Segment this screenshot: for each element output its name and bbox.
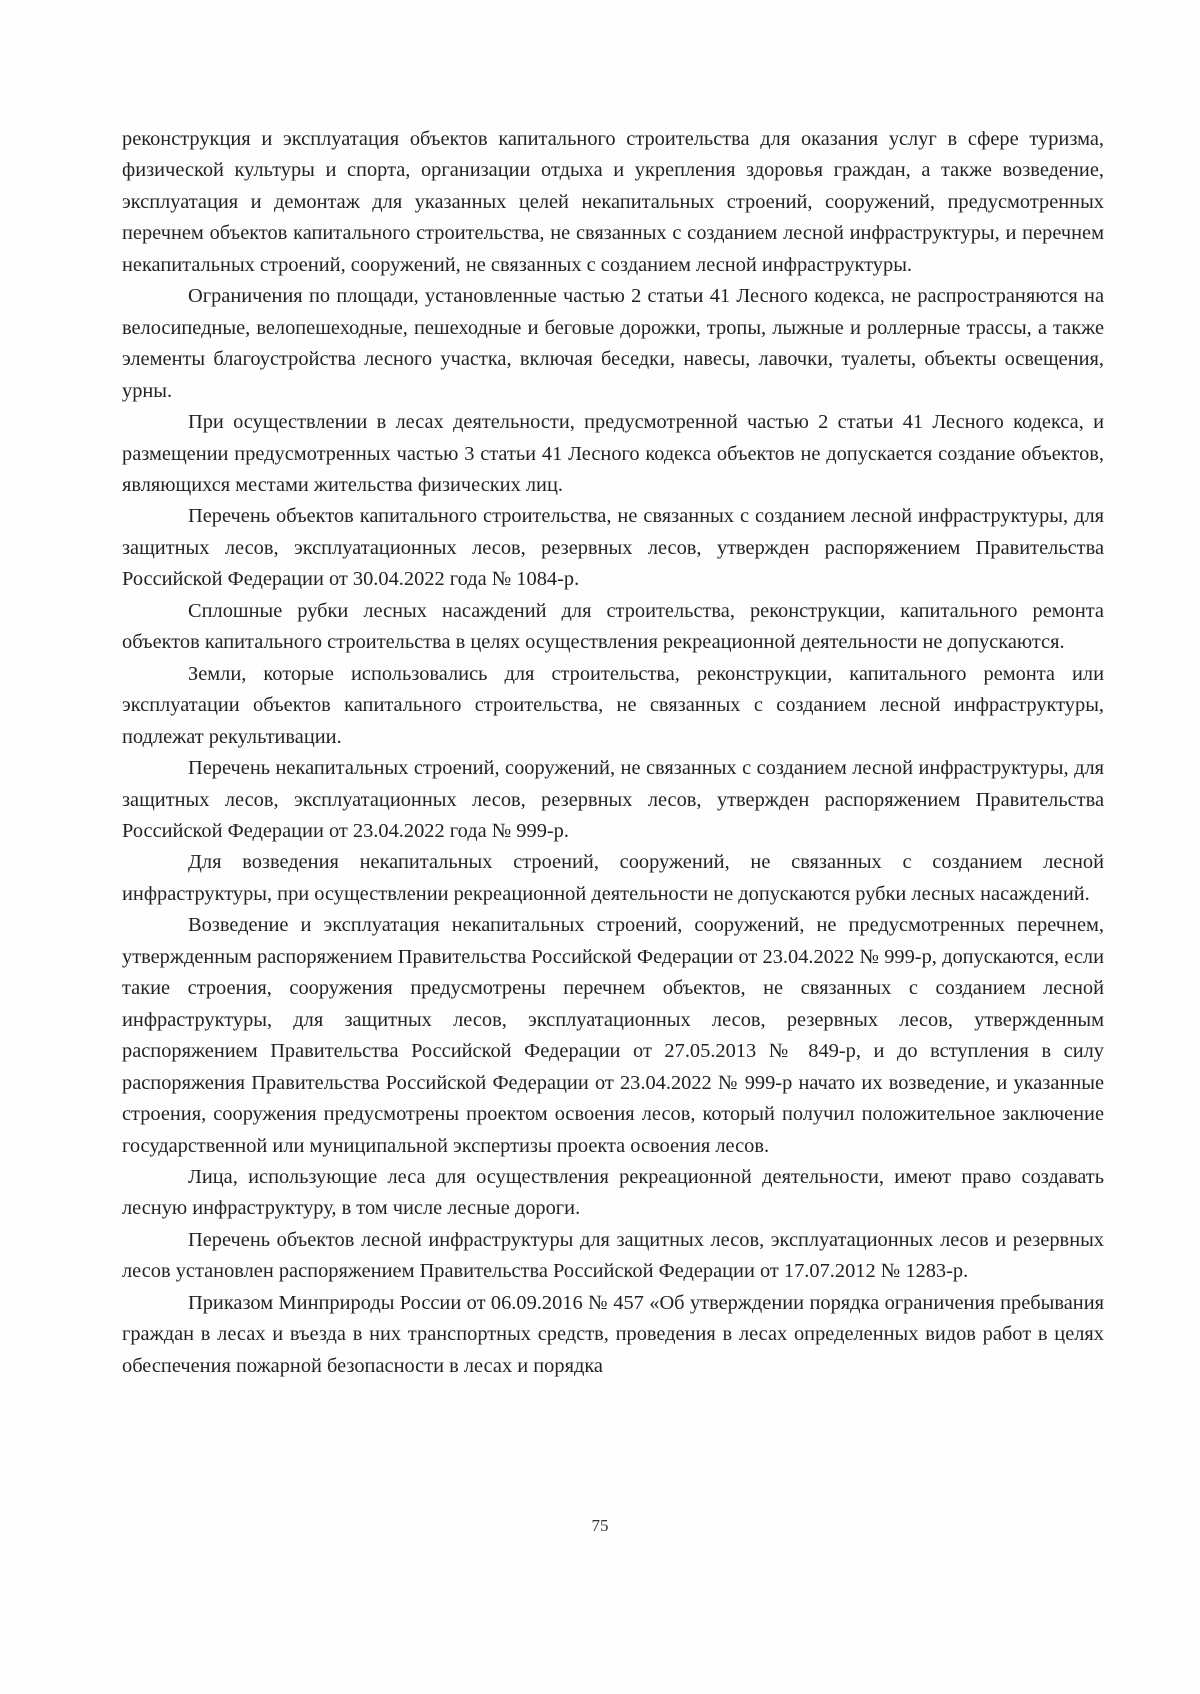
document-body (122, 124, 1104, 1382)
paragraph-4: Перечень объектов капитального строительства, не связанных с созданием лесной инфраструктуры, для защитных лесов, эксплуатационных лесов, резервных лесов, утвержден распоряжением Правительства Российской Федерации от 30.04.2022 года № 1084-р. (122, 505, 1104, 591)
paragraph-5: Сплошные рубки лесных насаждений для строительства, реконструкции, капитального ремонта объектов капитального строительства в целях осуществления рекреационной деятельности не допускаются. (122, 599, 1104, 654)
paragraph-2: Ограничения по площади, установленные частью 2 статьи 41 Лесного кодекса, не распространяются на велосипедные, велопешеходные, пешеходные и беговые дорожки, тропы, лыжные и роллерные трассы, а также элементы благоустройства лесного участка, включая беседки, навесы, лавочки, туалеты, объекты освещения, урны. (122, 285, 1104, 402)
paragraph-3: При осуществлении в лесах деятельности, предусмотренной частью 2 статьи 41 Лесного кодекса, и размещении предусмотренных частью 3 статьи 41 Лесного кодекса объектов не допускается создание объектов, являющихся местами жительства физических лиц. (122, 411, 1104, 496)
paragraph-1: реконструкция и эксплуатация объектов капитального строительства для оказания услуг в сфере туризма, физической культуры и спорта, организации отдыха и укрепления здоровья граждан, а также возведение, эксплуатация и демонтаж для указанных целей некапитальных строений, сооружений, предусмотренных перечнем объектов капитального строительства, не связанных с созданием лесной инфраструктуры, и перечнем некапитальных строений, сооружений, не связанных с созданием лесной инфраструктуры. (122, 128, 1104, 276)
paragraph-12: Приказом Минприроды России от 06.09.2016 № 457 «Об утверждении порядка ограничения пребывания граждан в лесах и въезда в них транспортных средств, проведения в лесах определенных видов работ в целях обеспечения пожарной безопасности в лесах и порядка (122, 1291, 1104, 1377)
paragraph-10: Лица, использующие леса для осуществления рекреационной деятельности, имеют право создавать лесную инфраструктуру, в том числе лесные дороги. (122, 1165, 1104, 1220)
page-number: 75 (591, 1516, 609, 1535)
paragraph-7: Перечень некапитальных строений, сооружений, не связанных с созданием лесной инфраструктуры, для защитных лесов, эксплуатационных лесов, резервных лесов, утвержден распоряжением Правительства Российской Федерации от 23.04.2022 года № 999-р. (122, 757, 1104, 842)
paragraph-9: Возведение и эксплуатация некапитальных строений, сооружений, не предусмотренных перечнем, утвержденным распоряжением Правительства Российской Федерации от 23.04.2022 № 999-р, допускаются, если такие строения, сооружения предусмотрены перечнем объектов, не связанных с созданием лесной инфраструктуры, для защитных лесов, эксплуатационных лесов, резервных лесов, утвержденным распоряжением Правительства Российской Федерации от 27.05.2013 № 849-р, и до вступления в силу распоряжения Правительства Российской Федерации от 23.04.2022 № 999-р начато их возведение, и указанные строения, сооружения предусмотрены проектом освоения лесов, который получил положительное заключение государственной или муниципальной экспертизы проекта освоения лесов. (122, 914, 1104, 1157)
paragraph-6: Земли, которые использовались для строительства, реконструкции, капитального ремонта или эксплуатации объектов капитального строительства, не связанных с созданием лесной инфраструктуры, подлежат рекультивации. (122, 662, 1104, 748)
paragraph-11: Перечень объектов лесной инфраструктуры для защитных лесов, эксплуатационных лесов и резервных лесов установлен распоряжением Правительства Российской Федерации от 17.07.2012 № 1283-р. (122, 1228, 1104, 1283)
paragraph-8: Для возведения некапитальных строений, сооружений, не связанных с созданием лесной инфраструктуры, при осуществлении рекреационной деятельности не допускаются рубки лесных насаждений. (122, 851, 1104, 905)
